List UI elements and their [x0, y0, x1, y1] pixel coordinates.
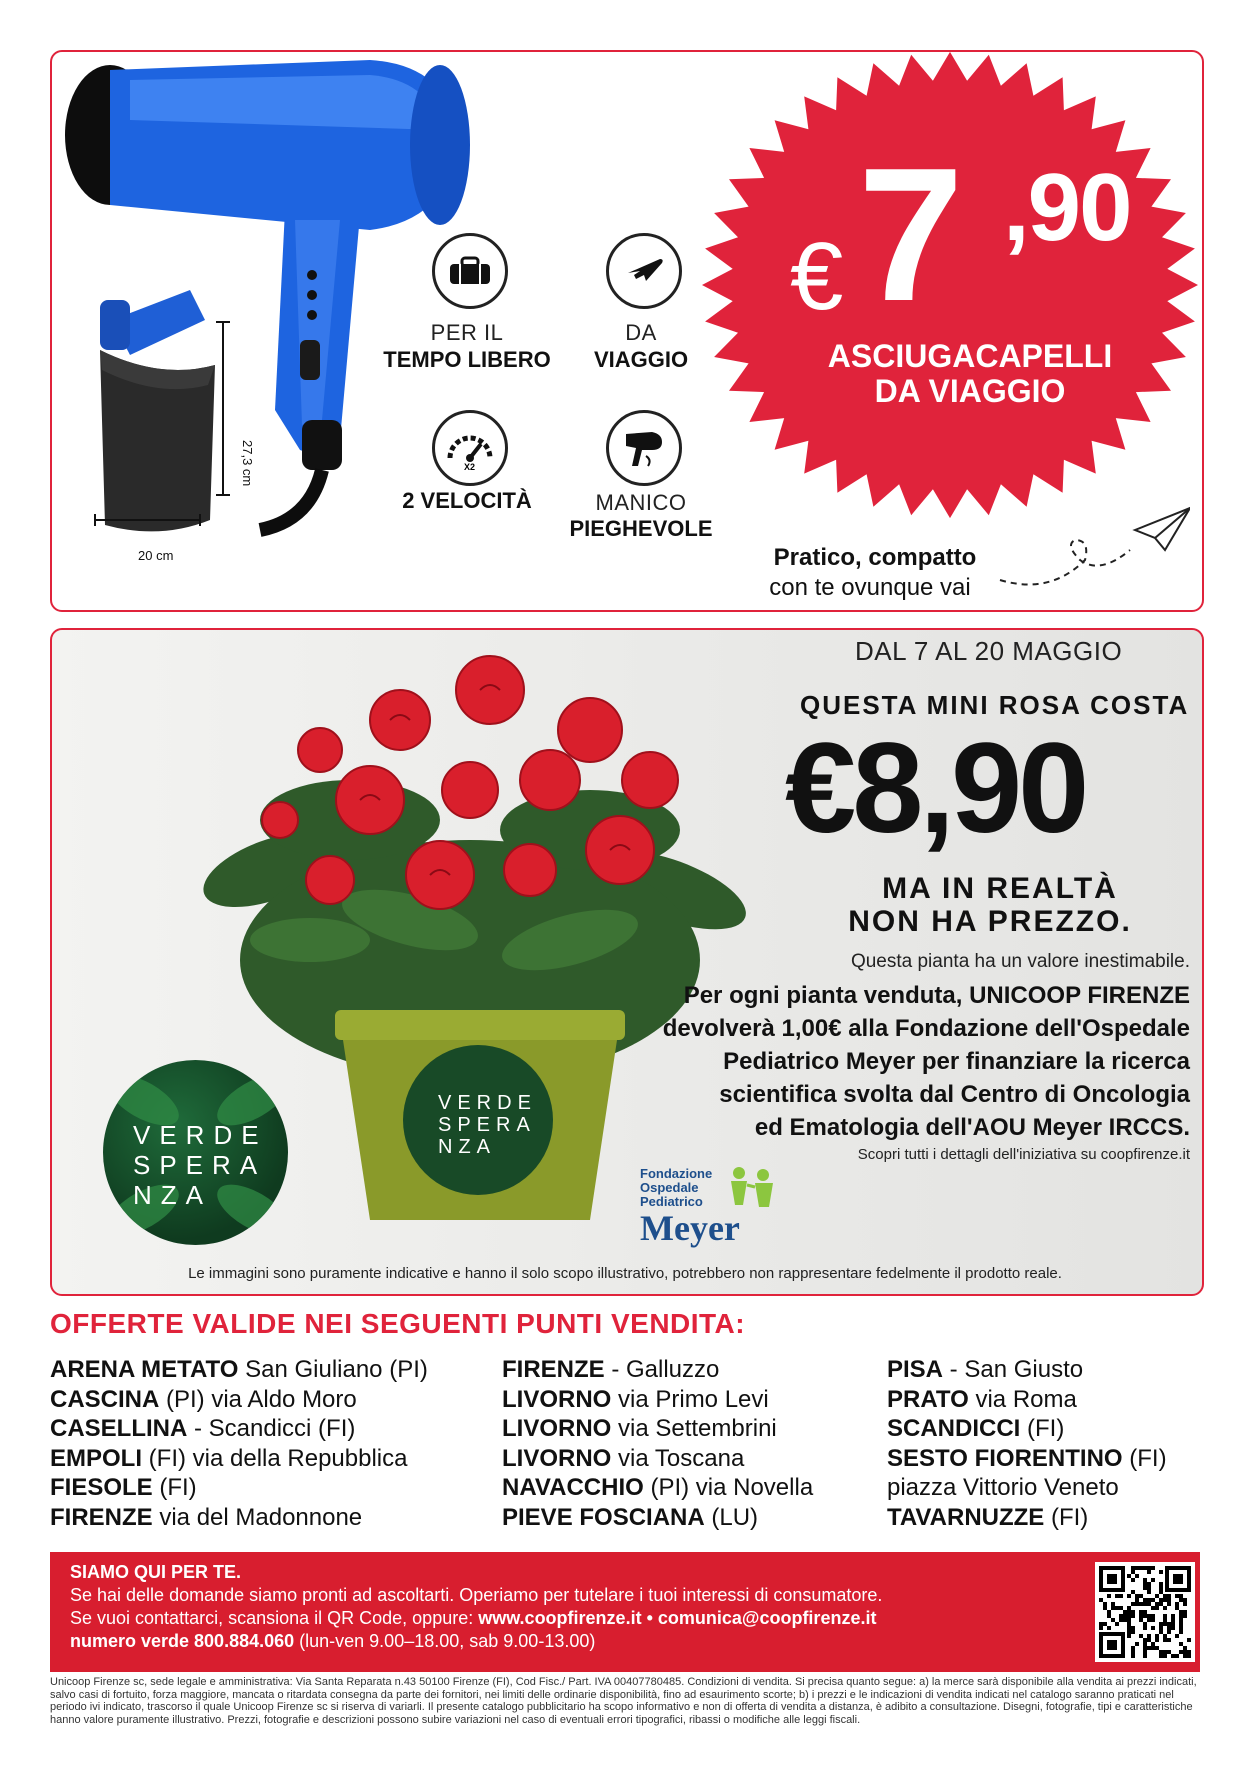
product-name-line1: ASCIUGACAPELLI [827, 338, 1113, 374]
store-item: PISA - San Giusto [887, 1356, 1084, 1383]
stores-column-3 [887, 1355, 1167, 1532]
tagline-line2: con te ovunque vai [769, 574, 971, 601]
store-item: LIVORNO via Toscana [502, 1444, 745, 1472]
feature-leisure-line2: TEMPO LIBERO [383, 347, 551, 372]
promo-sub-line2: NON HA PREZZO. [848, 905, 1132, 938]
store-item: FIRENZE via del Madonnone [50, 1503, 363, 1531]
pot-badge-text: VERDE SPERA NZA [438, 1092, 537, 1158]
store-item: SESTO FIORENTINO (FI) [887, 1444, 1167, 1472]
dimension-height-label: 27,3 cm [240, 440, 255, 487]
store-item: LIVORNO via Primo Levi [502, 1385, 769, 1413]
qr-code[interactable] [1095, 1562, 1195, 1662]
store-item: CASELLINA - Scandicci (FI) [50, 1415, 356, 1442]
gauge-label: X2 [464, 462, 476, 470]
badge-line2: SPERA [133, 1150, 267, 1180]
rose-price: €8,90 [785, 717, 1086, 860]
feature-speed-line2: 2 VELOCITÀ [402, 488, 532, 513]
store-item: PRATO via Roma [887, 1385, 1077, 1413]
store-item: FIRENZE - Galluzzo [502, 1356, 720, 1383]
contact-box [50, 1552, 1200, 1672]
contact-links[interactable]: www.coopfirenze.it • comunica@coopfirenze.it [478, 1608, 877, 1628]
stores-title: OFFERTE VALIDE NEI SEGUENTI PUNTI VENDITA: [50, 1308, 746, 1339]
promo-body-line: Per ogni pianta venduta, UNICOOP FIRENZE [683, 982, 1190, 1009]
store-item: TAVARNUZZE (FI) [887, 1503, 1089, 1531]
contact-line2: Se vuoi contattarci, scansiona il QR Code, oppure: www.coopfirenze.it • comunica@coopfirenze.it [70, 1608, 877, 1628]
store-item: ARENA METATO San Giuliano (PI) [50, 1356, 428, 1383]
store-item: FIESOLE (FI) [50, 1474, 197, 1501]
promo-body-line: ed Ematologia dell'AOU Meyer IRCCS. [754, 1114, 1190, 1141]
contact-line3: numero verde 800.884.060 (lun-ven 9.00–18.00, sab 9.00-13.00) [70, 1631, 596, 1651]
badge-line3: NZA [133, 1180, 212, 1210]
hairdryer-icon [606, 410, 682, 486]
promo-headline: QUESTA MINI ROSA COSTA [800, 690, 1190, 720]
promo-body-line: Pediatrico Meyer per finanziare la ricerca [723, 1048, 1190, 1075]
badge-line1: VERDE [133, 1120, 268, 1150]
contact-line1: Se hai delle domande siamo pronti ad ascoltarti. Operiamo per tutelare i tuoi interessi di consumatore. [70, 1585, 883, 1605]
airplane-icon [606, 233, 682, 309]
feature-leisure-line1: PER IL [430, 320, 504, 345]
promo-body-line: scientifica svolta dal Centro di Oncologia [719, 1081, 1190, 1108]
tagline-line1: Pratico, compatto [773, 544, 977, 571]
price-integer: 7 [858, 129, 958, 341]
promo-details-link[interactable]: Scopri tutti i dettagli dell'iniziativa su coopfirenze.it [857, 1146, 1190, 1163]
contact-title: SIAMO QUI PER TE. [70, 1562, 242, 1582]
store-item: LIVORNO via Settembrini [502, 1415, 777, 1442]
store-item: NAVACCHIO (PI) via Novella [502, 1474, 814, 1501]
toll-free-number[interactable]: numero verde 800.884.060 [70, 1631, 295, 1651]
feature-travel-line1: DA [625, 320, 657, 345]
hairdryer-image [40, 20, 500, 540]
price-currency: € [790, 223, 844, 330]
paper-plane-icon [990, 500, 1190, 590]
stores-column-1 [50, 1355, 428, 1532]
speedometer-icon [432, 410, 508, 486]
image-disclaimer: Le immagini sono puramente indicative e hanno il solo scopo illustrativo, potrebbero non rappresentare fedelmente il prodotto reale. [188, 1265, 1062, 1282]
bag-icon [432, 233, 508, 309]
store-item: CASCINA (PI) via Aldo Moro [50, 1385, 357, 1413]
meyer-foundation-logo: Fondazione Ospedale Pediatrico Meyer [640, 1165, 790, 1255]
children-icon [725, 1165, 780, 1210]
feature-fold-line1: MANICO [595, 490, 687, 515]
dimension-width-label: 20 cm [138, 548, 174, 563]
feature-fold-line2: PIEGHEVOLE [569, 516, 713, 541]
feature-travel-line2: VIAGGIO [593, 347, 689, 372]
product-name-line2: DA VIAGGIO [874, 373, 1066, 409]
promo-sub-line1: MA IN REALTÀ [882, 872, 1118, 905]
promo-lead: Questa pianta ha un valore inestimabile. [850, 951, 1190, 972]
stores-column-2 [502, 1355, 813, 1532]
store-item: SCANDICCI (FI) [887, 1415, 1065, 1442]
promo-body-line: devolverà 1,00€ alla Fondazione dell'Ospedale [662, 1015, 1190, 1042]
price-decimal: ,90 [1003, 154, 1131, 261]
store-item: piazza Vittorio Veneto [887, 1474, 1119, 1501]
store-item: EMPOLI (FI) via della Repubblica [50, 1444, 408, 1472]
promo-body [600, 951, 1190, 1144]
promo-date: DAL 7 AL 20 MAGGIO [855, 636, 1123, 666]
store-item: PIEVE FOSCIANA (LU) [502, 1503, 759, 1531]
verde-speranza-logo [103, 1060, 288, 1245]
legal-text: Unicoop Firenze sc, sede legale e amministrativa: Via Santa Reparata n.43 50100 Firenze (FI), Cod Fisc./ Part. IVA 00407780485. Condizioni di vendita. Si precisa quanto segue: a) la merce sarà disponibile alla vendita ai prezzi indicati, salvo casi di fortuito, forza maggiore, mancata o ritardata consegna da parte dei fornitori, nei limiti delle ordinarie disponibilità, fino ad esaurimento scorte; b) i prezzi e le indicazioni di vendita indicati nel catalogo saranno praticati nel periodo ivi indicato, trascorso il quale Unicoop Firenze sc si riserva di variarli. Il presente catalogo pubblicitario ha scopo informativo e non di offerta di vendita a distanza, è adibito a consultazione. Disegni, fotografie, tipi e caratteristiche hanno valore puramente illustrativo. Prezzi, fotografie e descrizioni possono subire variazioni nel caso di eventuali errori tipografici, ribassi o modifiche alle leggi fiscali. [50, 1676, 1197, 1726]
